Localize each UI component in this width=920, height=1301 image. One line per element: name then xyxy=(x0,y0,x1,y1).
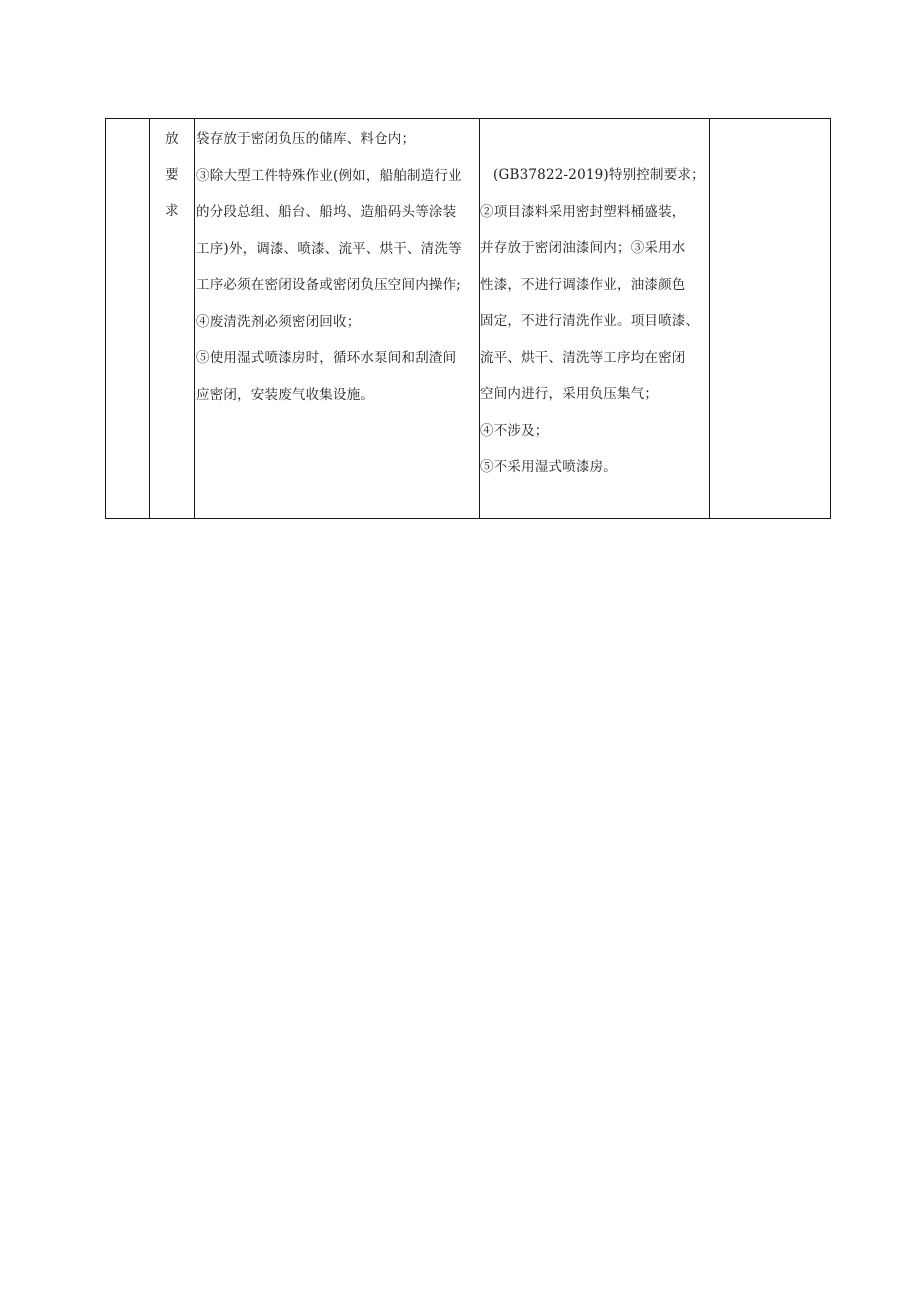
category-char: 要 xyxy=(165,167,179,183)
compliance-line: 并存放于密闭油漆间内；③采用水 xyxy=(480,240,686,256)
requirement-line: ⑤使用湿式喷漆房时，循环水泵间和刮渣间 xyxy=(196,350,457,366)
table-col-notes xyxy=(710,119,830,518)
compliance-text xyxy=(480,163,705,492)
requirement-line: 的分段总组、船台、船坞、造船码头等涂装 xyxy=(196,204,457,220)
requirement-line: 工序)外，调漆、喷漆、流平、烘干、清洗等 xyxy=(196,240,462,257)
table-col-index xyxy=(106,119,150,518)
compliance-line: 流平、烘干、清洗等工序均在密闭 xyxy=(480,349,686,366)
compliance-line: 性漆，不进行调漆作业，油漆颜色 xyxy=(480,276,686,293)
requirement-line: ④废清洗剂必须密闭回收； xyxy=(196,313,361,330)
requirement-line: ③除大型工件特殊作业(例如，船舶制造行业 xyxy=(196,167,462,184)
compliance-line: (GB37822-2019)特别控制要求； xyxy=(493,167,705,183)
requirements-text xyxy=(196,127,462,419)
table-col-category xyxy=(150,119,195,518)
compliance-line: ④不涉及； xyxy=(480,422,549,439)
category-label xyxy=(150,127,194,235)
requirement-line: 工序必须在密闭设备或密闭负压空间内操作; xyxy=(196,277,462,293)
requirement-line: 应密闭，安装废气收集设施。 xyxy=(196,386,375,403)
table-col-requirements xyxy=(195,119,480,518)
compliance-line: ②项目漆料采用密封塑料桶盛装， xyxy=(480,203,686,220)
compliance-line: 固定，不进行清洗作业。项目喷漆、 xyxy=(480,313,700,329)
requirements-table xyxy=(105,118,831,519)
compliance-line: ⑤不采用湿式喷漆房。 xyxy=(480,459,617,475)
table-col-compliance xyxy=(480,119,710,518)
requirement-line: 袋存放于密闭负压的储库、料仓内； xyxy=(196,131,416,147)
category-char: 求 xyxy=(165,203,179,219)
category-char: 放 xyxy=(165,131,179,147)
compliance-line: 空间内进行，采用负压集气； xyxy=(480,386,659,402)
